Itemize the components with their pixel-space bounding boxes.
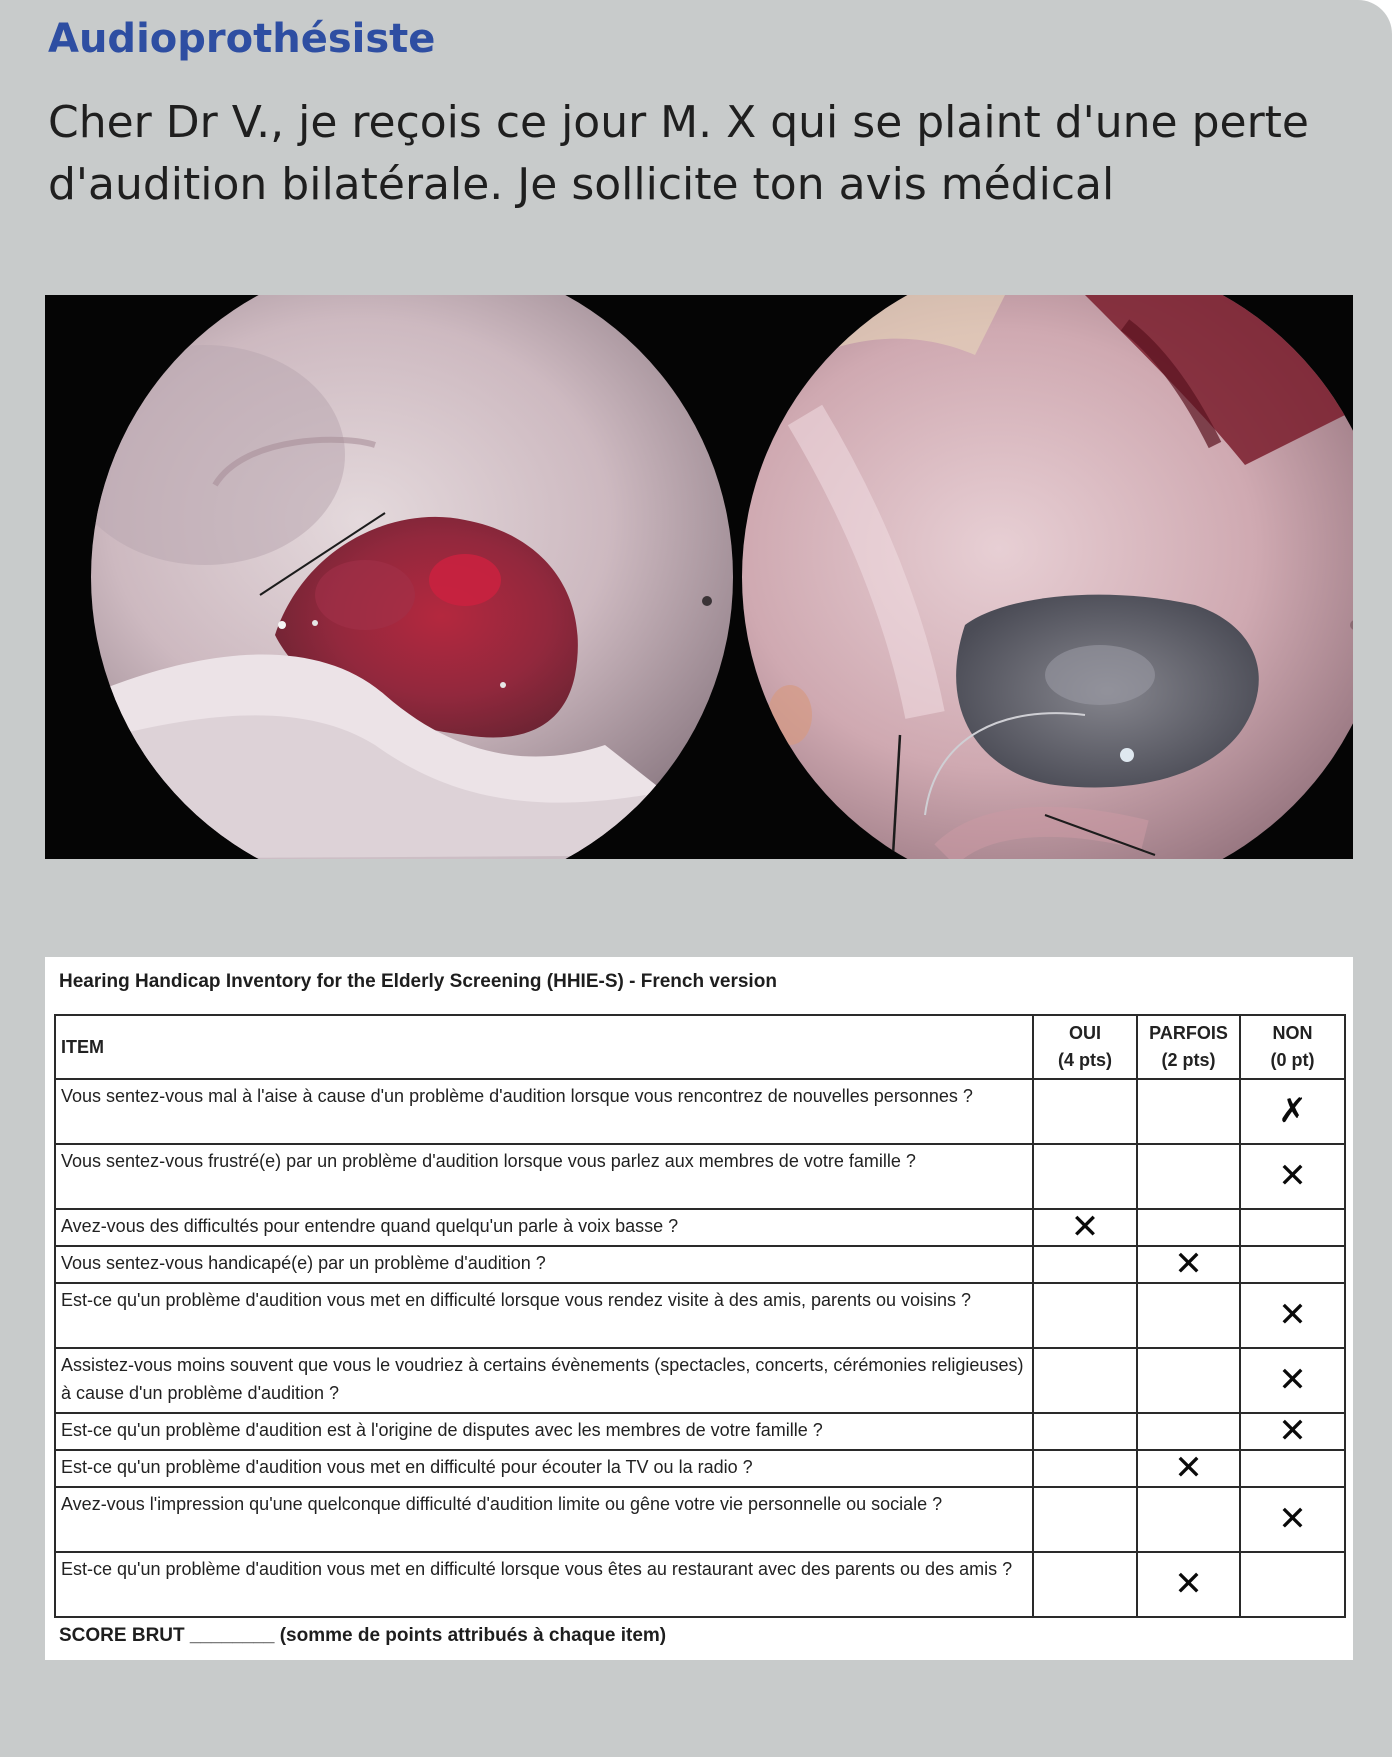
check-mark-icon: ✕ [1278,1411,1307,1451]
non-points: (0 pt) [1270,1050,1315,1070]
oui-label: OUI [1068,1023,1101,1043]
parfois-checkbox[interactable] [1137,1079,1240,1144]
page-edge [1392,0,1400,1757]
oui-checkbox[interactable] [1033,1413,1137,1450]
referral-message: Cher Dr V., je reçois ce jour M. X qui se plaint d'une perte d'audition bilatérale. Je sollicite ton avis médical [48,97,1309,210]
right-ear-photo [735,295,1353,859]
non-checkbox[interactable] [1240,1487,1345,1552]
parfois-checkbox[interactable] [1137,1246,1240,1283]
non-checkbox[interactable] [1240,1283,1345,1348]
non-checkbox[interactable] [1240,1552,1345,1617]
parfois-checkbox[interactable] [1137,1413,1240,1450]
questionnaire-table [54,1014,1346,1618]
table-row [55,1209,1345,1246]
question-text: Vous sentez-vous mal à l'aise à cause d'un problème d'audition lorsque vous rencontrez de nouvelles personnes ? [55,1079,1033,1144]
non-checkbox[interactable] [1240,1079,1345,1144]
question-text: Avez-vous des difficultés pour entendre quand quelqu'un parle à voix basse ? [55,1209,1033,1246]
non-checkbox[interactable] [1240,1348,1345,1413]
oui-checkbox[interactable] [1033,1450,1137,1487]
table-row [55,1348,1345,1413]
non-column-header [1240,1015,1345,1079]
question-text: Est-ce qu'un problème d'audition vous met en difficulté lorsque vous êtes au restaurant avec des parents ou des amis ? [55,1552,1033,1617]
check-mark-icon: ✕ [1174,1448,1203,1488]
non-checkbox[interactable] [1240,1144,1345,1209]
question-text: Vous sentez-vous handicapé(e) par un problème d'audition ? [55,1246,1033,1283]
oui-checkbox[interactable] [1033,1144,1137,1209]
form-title: Hearing Handicap Inventory for the Elderly Screening (HHIE-S) - French version [59,971,777,992]
parfois-checkbox[interactable] [1137,1209,1240,1246]
hhie-s-form [45,957,1353,1660]
non-checkbox[interactable] [1240,1413,1345,1450]
oui-points: (4 pts) [1058,1050,1112,1070]
question-text: Vous sentez-vous frustré(e) par un problème d'audition lorsque vous parlez aux membres de votre famille ? [55,1144,1033,1209]
parfois-checkbox[interactable] [1137,1450,1240,1487]
parfois-checkbox[interactable] [1137,1487,1240,1552]
parfois-points: (2 pts) [1161,1050,1216,1070]
table-row [55,1413,1345,1450]
question-text: Est-ce qu'un problème d'audition est à l'origine de disputes avec les membres de votre famille ? [55,1413,1033,1450]
role-heading: Audioprothésiste [48,16,436,62]
table-header-row [55,1015,1345,1079]
table-row [55,1552,1345,1617]
question-text: Avez-vous l'impression qu'une quelconque difficulté d'audition limite ou gêne votre vie personnelle ou sociale ? [55,1487,1033,1552]
question-text: Est-ce qu'un problème d'audition vous met en difficulté lorsque vous rendez visite à des amis, parents ou voisins ? [55,1283,1033,1348]
oui-checkbox[interactable] [1033,1246,1137,1283]
oui-checkbox[interactable] [1033,1552,1137,1617]
oui-checkbox[interactable] [1033,1283,1137,1348]
table-row [55,1450,1345,1487]
parfois-checkbox[interactable] [1137,1552,1240,1617]
non-label: NON [1272,1023,1313,1043]
parfois-checkbox[interactable] [1137,1283,1240,1348]
non-checkbox[interactable] [1240,1209,1345,1246]
table-row [55,1144,1345,1209]
oui-checkbox[interactable] [1033,1348,1137,1413]
check-mark-icon: ✕ [1070,1207,1100,1247]
non-checkbox[interactable] [1240,1450,1345,1487]
check-mark-icon: ✕ [1174,1564,1203,1604]
check-mark-icon: ✕ [1174,1244,1203,1284]
table-row [55,1246,1345,1283]
oui-checkbox[interactable] [1033,1487,1137,1552]
check-mark-icon: ✕ [1278,1156,1307,1196]
check-mark-icon: ✕ [1278,1295,1307,1335]
table-row [55,1487,1345,1552]
table-row [55,1283,1345,1348]
non-checkbox[interactable] [1240,1246,1345,1283]
oui-column-header [1033,1015,1137,1079]
table-row [55,1079,1345,1144]
oui-checkbox[interactable] [1033,1209,1137,1246]
parfois-checkbox[interactable] [1137,1144,1240,1209]
check-mark-icon: ✗ [1278,1091,1307,1131]
item-column-header: ITEM [55,1015,1033,1079]
check-mark-icon: ✕ [1278,1499,1307,1539]
check-mark-icon: ✕ [1278,1360,1307,1400]
question-text: Est-ce qu'un problème d'audition vous met en difficulté pour écouter la TV ou la radio ? [55,1450,1033,1487]
parfois-column-header [1137,1015,1240,1079]
parfois-label: PARFOIS [1149,1023,1228,1043]
left-ear-photo [45,295,745,859]
question-text: Assistez-vous moins souvent que vous le voudriez à certains évènements (spectacles, concerts, cérémonies religieuses) à cause d'un problème d'audition ? [55,1348,1033,1413]
oui-checkbox[interactable] [1033,1079,1137,1144]
parfois-checkbox[interactable] [1137,1348,1240,1413]
otoscopy-images [45,295,1353,859]
raw-score-line: SCORE BRUT ________ (somme de points attribués à chaque item) [59,1625,667,1646]
